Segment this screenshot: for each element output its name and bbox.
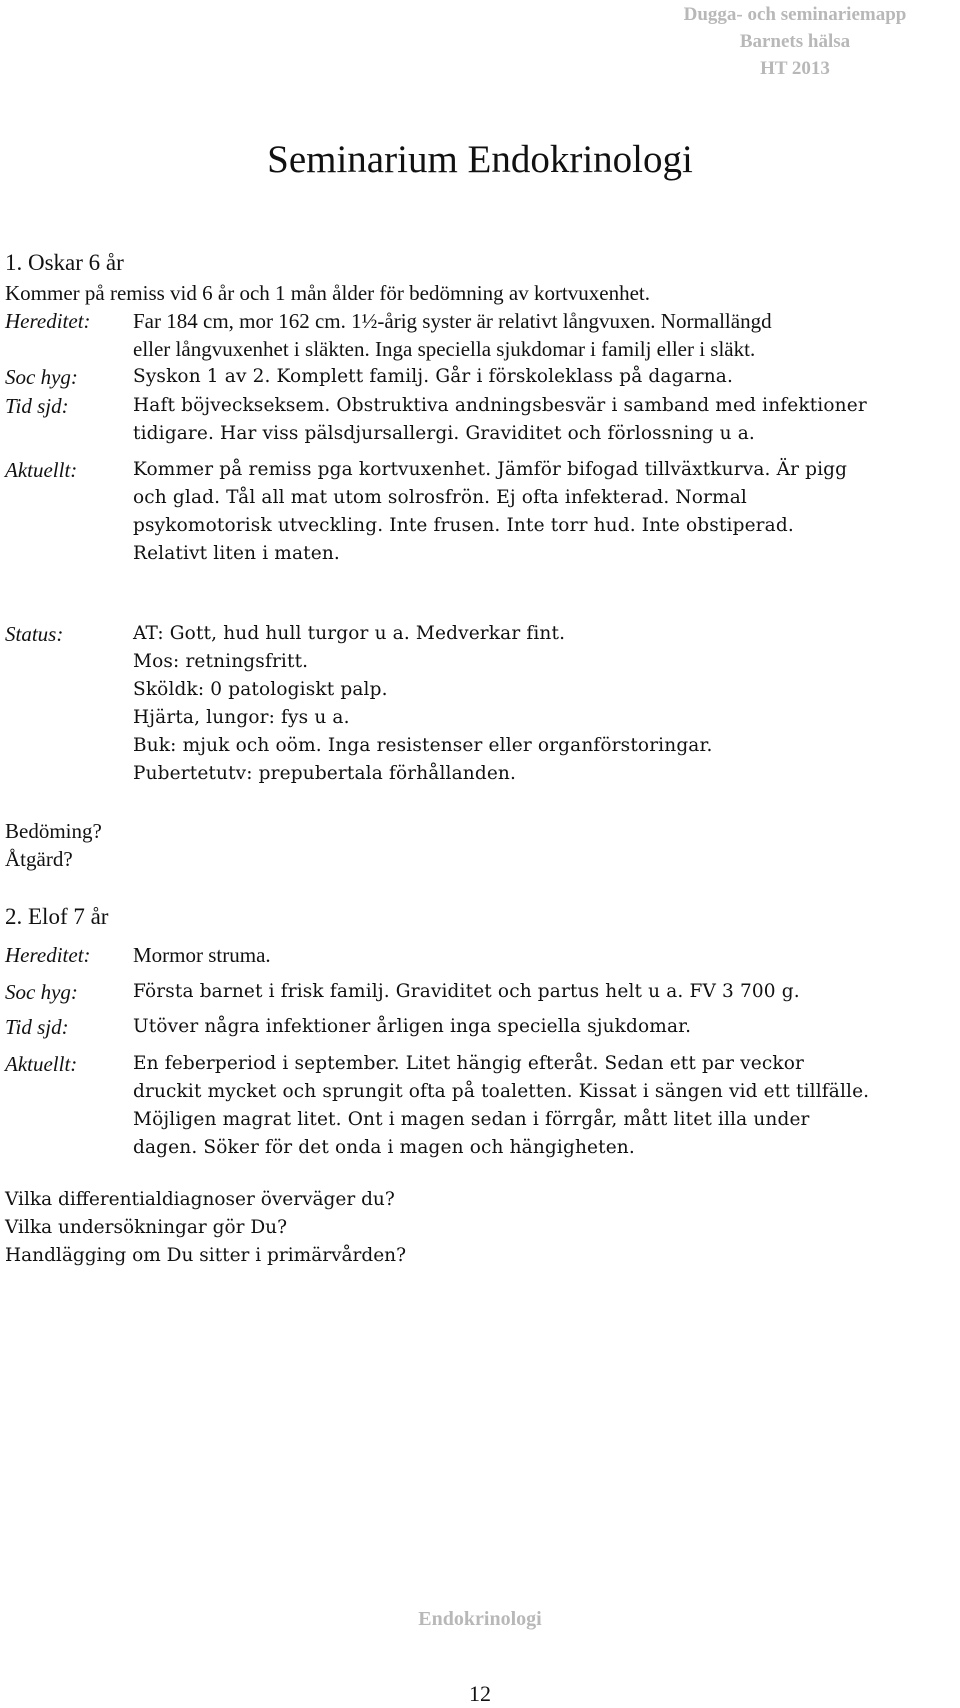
case2-tid-sjd-label: Tid sjd:	[5, 1015, 69, 1039]
text-line: Haft böjveckseksem. Obstruktiva andningsbesvär i samband med infektioner	[133, 395, 867, 416]
running-header	[630, 0, 960, 82]
case1-intro: Kommer på remiss vid 6 år och 1 mån ålder för bedömning av kortvuxenhet.	[5, 281, 650, 305]
case2-aktuellt-label: Aktuellt:	[5, 1052, 78, 1076]
text-line: Relativt liten i maten.	[133, 543, 340, 564]
case1-soc-hyg-text	[133, 363, 960, 391]
question-investigations: Vilka undersökningar gör Du?	[5, 1217, 288, 1238]
text-line: En feberperiod i september. Litet hängig efteråt. Sedan ett par veckor	[133, 1053, 805, 1074]
case2-hereditet-text	[133, 941, 960, 969]
case1-aktuellt-text	[133, 456, 960, 568]
case2-aktuellt-text	[133, 1050, 960, 1162]
footer-chapter-label: Endokrinologi	[418, 1608, 542, 1630]
text-line: druckit mycket och sprungit ofta på toaletten. Kissat i sängen vid ett tillfälle.	[133, 1081, 870, 1102]
header-course-name: Barnets hälsa	[739, 31, 851, 52]
page-title: Seminarium Endokrinologi	[267, 138, 693, 181]
text-line: Hjärta, lungor: fys u a.	[133, 707, 350, 728]
case1-aktuellt-label: Aktuellt:	[5, 458, 78, 482]
text-line: Mos: retningsfritt.	[133, 651, 309, 672]
text-line: och glad. Tål all mat utom solrosfrön. Ej ofta infekterad. Normal	[133, 487, 747, 508]
text-line: Buk: mjuk och oöm. Inga resistenser eller organförstoringar.	[133, 735, 713, 756]
text-line: Sköldk: 0 patologiskt palp.	[133, 679, 388, 700]
text-line: Möjligen magrat litet. Ont i magen sedan i förrgår, mått litet illa under	[133, 1109, 810, 1130]
text-line: dagen. Söker för det onda i magen och hängigheten.	[133, 1137, 635, 1158]
case1-soc-hyg-label: Soc hyg:	[5, 365, 78, 389]
case2-soc-hyg-label: Soc hyg:	[5, 980, 78, 1004]
case2-tid-sjd-text	[133, 1013, 960, 1041]
case1-hereditet-label: Hereditet:	[5, 309, 91, 333]
text-line: Kommer på remiss pga kortvuxenhet. Jämför bifogad tillväxtkurva. Är pigg	[133, 459, 848, 480]
text-line: eller långvuxenhet i släkten. Inga speciella sjukdomar i familj eller i släkt.	[133, 337, 756, 361]
question-differential: Vilka differentialdiagnoser överväger du?	[5, 1189, 395, 1210]
text-line: Mormor struma.	[133, 943, 271, 967]
text-line: Utöver några infektioner årligen inga speciella sjukdomar.	[133, 1016, 692, 1037]
case2-soc-hyg-text	[133, 978, 960, 1006]
case1-status-text	[133, 620, 960, 788]
case2-hereditet-label: Hereditet:	[5, 943, 91, 967]
case1-assessment-prompt: Bedöming?	[5, 819, 102, 843]
header-term: HT 2013	[760, 58, 830, 79]
header-course-folder: Dugga- och seminariemapp	[683, 4, 907, 25]
text-line: Pubertetutv: prepubertala förhållanden.	[133, 763, 517, 784]
case1-status-label: Status:	[5, 622, 64, 646]
case1-tid-sjd-label: Tid sjd:	[5, 394, 69, 418]
text-line: Far 184 cm, mor 162 cm. 1½-årig syster är relativt långvuxen. Normallängd	[133, 309, 772, 333]
page-number: 12	[469, 1681, 491, 1706]
case2-heading: 2. Elof 7 år	[5, 904, 109, 929]
case1-hereditet-text	[133, 307, 960, 363]
case1-action-prompt: Åtgärd?	[5, 847, 73, 871]
case1-heading: 1. Oskar 6 år	[5, 250, 124, 275]
text-line: psykomotorisk utveckling. Inte frusen. Inte torr hud. Inte obstiperad.	[133, 515, 794, 536]
case1-tid-sjd-text	[133, 392, 960, 448]
question-management: Handlägging om Du sitter i primärvården?	[5, 1245, 407, 1266]
case2-questions	[5, 1186, 406, 1270]
text-line: AT: Gott, hud hull turgor u a. Medverkar fint.	[133, 623, 566, 644]
text-line: Första barnet i frisk familj. Graviditet och partus helt u a. FV 3 700 g.	[133, 981, 800, 1002]
text-line: tidigare. Har viss pälsdjursallergi. Graviditet och förlossning u a.	[133, 423, 755, 444]
text-line: Syskon 1 av 2. Komplett familj. Går i förskoleklass på dagarna.	[133, 366, 734, 387]
